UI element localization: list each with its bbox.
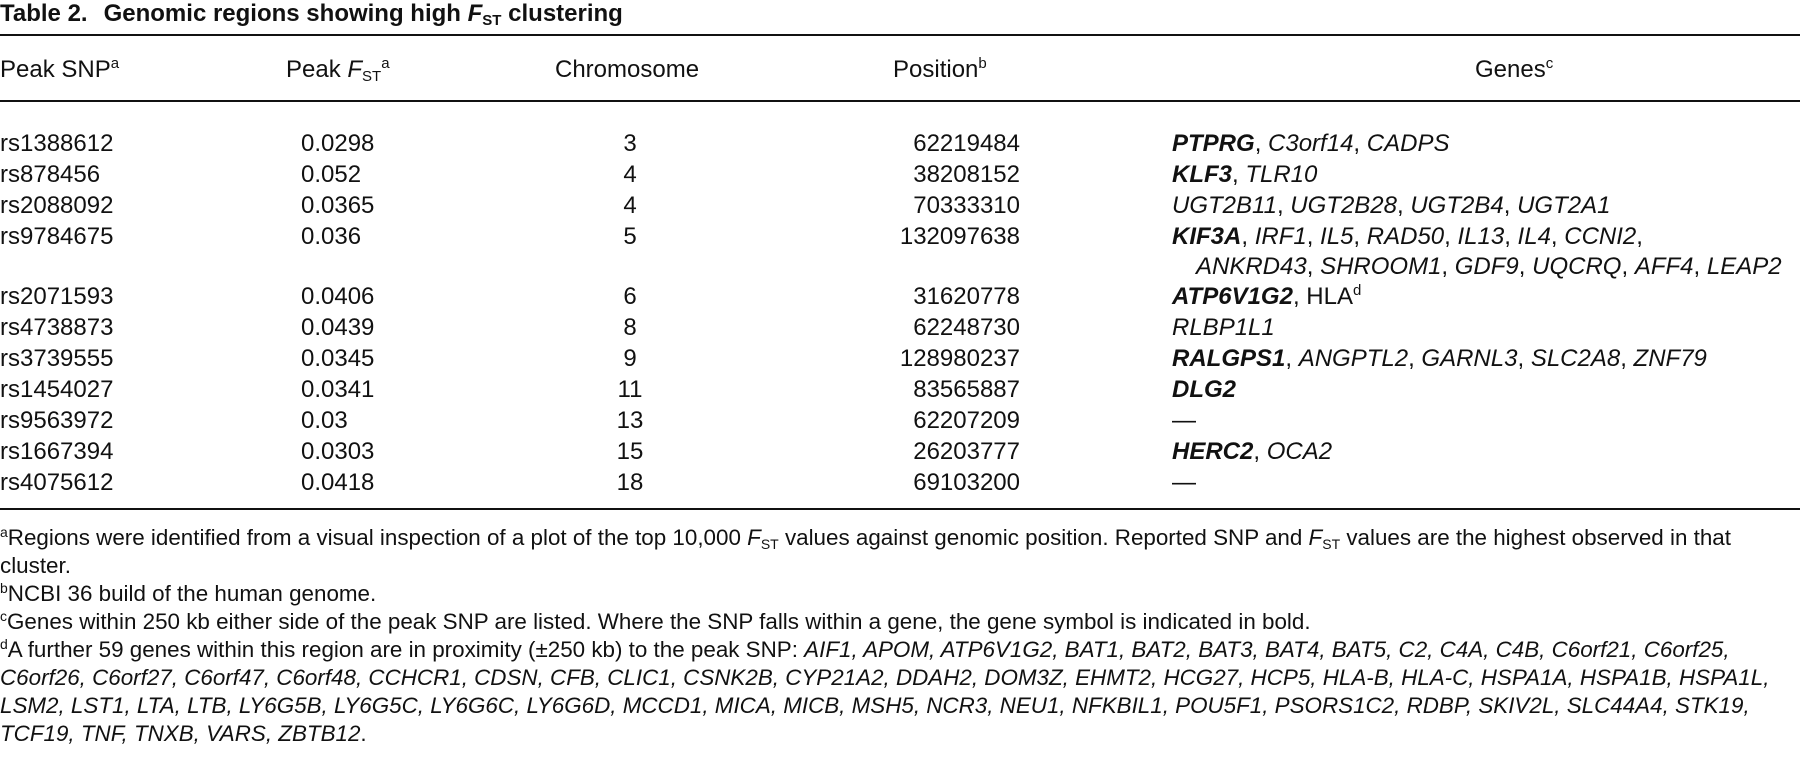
table-label: Table 2.	[0, 0, 88, 27]
header-chromosome: Chromosome	[555, 56, 700, 83]
gene-symbol: SLC2A8	[1530, 345, 1621, 372]
gene-separator: ,	[1306, 223, 1321, 250]
header-position	[893, 55, 987, 85]
gene-symbol: GDF9	[1454, 253, 1519, 280]
gene-separator: ,	[1397, 192, 1411, 219]
cell-peak-fst: 0.0406	[301, 283, 375, 310]
table-row	[0, 221, 1800, 281]
gene-separator: ,	[1306, 253, 1321, 280]
gene-symbol: ANKRD43	[1196, 253, 1307, 280]
footnote-a-f-1: F	[747, 525, 761, 550]
caption-title-prefix: Genomic regions showing high	[103, 0, 468, 27]
cell-genes	[1172, 190, 1800, 221]
gene-symbol: RLBP1L1	[1172, 314, 1275, 341]
cell-peak-snp: rs4738873	[0, 314, 114, 341]
cell-peak-snp: rs1454027	[0, 376, 114, 403]
cell-peak-snp: rs4075612	[0, 469, 114, 496]
header-position-note: b	[978, 55, 987, 72]
gene-symbol: HLA	[1306, 283, 1353, 310]
cell-genes	[1172, 221, 1800, 281]
genes-line	[1172, 376, 1236, 403]
gene-symbol: UQCRQ	[1532, 253, 1622, 280]
gene-separator: ,	[1636, 223, 1643, 250]
cell-genes	[1172, 343, 1800, 374]
header-genes	[1475, 55, 1553, 85]
cell-genes	[1172, 312, 1800, 343]
table-row	[0, 467, 1800, 498]
genes-line	[1172, 438, 1332, 465]
footnote-b-marker: b	[0, 580, 8, 596]
footnote-d-text: A further 59 genes within this region are in proximity (±250 kb) to the peak SNP:	[7, 637, 805, 662]
footnote-c-marker: c	[0, 608, 7, 624]
table-row	[0, 343, 1800, 374]
header-peak-fst-sub: ST	[362, 68, 382, 85]
gene-separator: ,	[1550, 223, 1565, 250]
table-row	[0, 128, 1800, 159]
cell-chromosome: 11	[617, 376, 643, 403]
gene-separator: ,	[1503, 192, 1518, 219]
cell-peak-snp: rs9784675	[0, 223, 114, 250]
cell-chromosome: 6	[623, 283, 637, 310]
header-peak-fst-label: Peak	[286, 56, 348, 83]
genes-line	[1172, 314, 1275, 341]
cell-genes	[1172, 405, 1800, 436]
gene-note-marker: d	[1352, 282, 1362, 299]
gene-separator: ,	[1408, 345, 1422, 372]
gene-symbol: RALGPS1	[1172, 345, 1286, 372]
cell-genes	[1172, 436, 1800, 467]
table-row	[0, 281, 1800, 312]
cell-peak-snp: rs3739555	[0, 345, 114, 372]
genes-line	[1172, 223, 1643, 250]
cell-position: 31620778	[913, 283, 1020, 310]
genes-line	[1172, 130, 1449, 157]
gene-symbol: ATP6V1G2	[1172, 283, 1293, 310]
genes-line	[1172, 407, 1196, 434]
footnote-a-marker: a	[0, 524, 8, 540]
cell-position: 62207209	[913, 407, 1020, 434]
footnote-b-text: NCBI 36 build of the human genome.	[7, 581, 377, 606]
header-peak-snp	[0, 55, 119, 85]
cell-peak-snp: rs2088092	[0, 192, 114, 219]
table-body	[0, 128, 1800, 498]
genes-line	[1172, 161, 1317, 188]
table-row	[0, 374, 1800, 405]
footnotes	[0, 524, 1800, 748]
gene-symbol: ANGPTL2	[1298, 345, 1409, 372]
bottom-rule	[0, 508, 1800, 510]
cell-position: 26203777	[913, 438, 1020, 465]
genes-line	[1172, 345, 1707, 372]
gene-separator: ,	[1254, 130, 1269, 157]
caption-title-f: F	[467, 0, 483, 27]
cell-peak-snp: rs2071593	[0, 283, 114, 310]
gene-separator: ,	[1292, 283, 1307, 310]
gene-symbol: KIF3A	[1172, 223, 1242, 250]
cell-chromosome: 18	[616, 469, 644, 496]
gene-symbol: GARNL3	[1421, 345, 1518, 372]
gene-symbol: SHROOM1	[1320, 253, 1442, 280]
cell-peak-fst: 0.052	[301, 161, 362, 188]
header-rule	[0, 100, 1800, 102]
gene-symbol: AFF4	[1634, 253, 1694, 280]
header-peak-fst	[286, 55, 390, 85]
footnote-b	[0, 580, 1800, 608]
gene-separator: ,	[1285, 345, 1299, 372]
footnote-a-sub-2: ST	[1322, 536, 1341, 552]
top-rule	[0, 34, 1800, 36]
footnote-d-marker: d	[0, 636, 8, 652]
gene-symbol: ZNF79	[1633, 345, 1707, 372]
gene-symbol: IL13	[1457, 223, 1505, 250]
footnote-a-text-1: Regions were identified from a visual inspection of a plot of the top 10,000	[7, 525, 748, 550]
gene-symbol: UGT2B4	[1410, 192, 1504, 219]
cell-peak-snp: rs878456	[0, 161, 101, 188]
footnote-a-text-2: values against genomic position. Reported SNP and	[778, 525, 1309, 550]
footnote-d	[0, 636, 1800, 748]
gene-symbol: KLF3	[1172, 161, 1232, 188]
header-peak-fst-f: F	[347, 56, 363, 83]
cell-chromosome: 5	[623, 223, 637, 250]
cell-peak-fst: 0.0345	[301, 345, 375, 372]
gene-separator: ,	[1276, 192, 1291, 219]
footnote-c	[0, 608, 1800, 636]
gene-separator: ,	[1353, 223, 1367, 250]
cell-genes	[1172, 128, 1800, 159]
cell-peak-snp: rs1667394	[0, 438, 114, 465]
cell-peak-fst: 0.036	[301, 223, 362, 250]
gene-separator: ,	[1620, 345, 1634, 372]
gene-separator: ,	[1504, 223, 1518, 250]
cell-position: 83565887	[913, 376, 1020, 403]
table-caption	[0, 0, 623, 28]
header-peak-snp-note: a	[110, 55, 120, 72]
table-row	[0, 405, 1800, 436]
cell-peak-fst: 0.03	[301, 407, 348, 434]
cell-peak-fst: 0.0298	[301, 130, 375, 157]
cell-position: 132097638	[899, 223, 1020, 250]
cell-chromosome: 9	[623, 345, 637, 372]
gene-separator: ,	[1241, 223, 1255, 250]
cell-peak-fst: 0.0303	[301, 438, 375, 465]
footnote-c-text: Genes within 250 kb either side of the peak SNP are listed. Where the SNP falls within a gene, the gene symbol is indicated in bold.	[7, 609, 1311, 634]
genes-line	[1172, 283, 1361, 310]
header-genes-label: Genes	[1475, 56, 1546, 83]
footnote-d-genes: AIF1, APOM, ATP6V1G2, BAT1, BAT2, BAT3, BAT4, BAT5, C2, C4A, C4B, C6orf21, C6orf25, C6orf26, C6orf27, C6orf47, C6orf48, CCHCR1, CDSN, CFB, CLIC1, CSNK2B, CYP21A2, DDAH2, DOM3Z, EHMT2, HCG27, HCP5, HLA-B, HLA-C, HSPA1A, HSPA1B, HSPA1L, LSM2, LST1, LTA, LTB, LY6G5B, LY6G5C, LY6G6C, LY6G6D, MCCD1, MICA, MICB, MSH5, NCR3, NEU1, NFKBIL1, POU5F1, PSORS1C2, RDBP, SKIV2L, SLC44A4, STK19, TCF19, TNF, TNXB, VARS, ZBTB12	[0, 637, 1770, 746]
header-peak-fst-note: a	[381, 55, 390, 72]
cell-position: 38208152	[913, 161, 1020, 188]
header-position-label: Position	[893, 56, 979, 83]
cell-chromosome: 4	[623, 161, 637, 188]
gene-symbol: HERC2	[1172, 438, 1254, 465]
gene-symbol: IL4	[1517, 223, 1551, 250]
gene-separator: ,	[1232, 161, 1246, 188]
gene-symbol: IRF1	[1254, 223, 1307, 250]
footnote-a-sub-1: ST	[760, 536, 779, 552]
gene-symbol: IL5	[1320, 223, 1354, 250]
gene-symbol: CCNI2	[1564, 223, 1637, 250]
cell-peak-fst: 0.0418	[301, 469, 375, 496]
cell-genes	[1172, 467, 1800, 498]
cell-peak-fst: 0.0341	[301, 376, 375, 403]
table-row	[0, 436, 1800, 467]
genes-line-continued	[1172, 252, 1800, 281]
gene-symbol: OCA2	[1266, 438, 1333, 465]
gene-separator: ,	[1444, 223, 1458, 250]
cell-chromosome: 4	[623, 192, 637, 219]
table-row	[0, 312, 1800, 343]
gene-symbol: CADPS	[1366, 130, 1450, 157]
gene-symbol: UGT2B28	[1290, 192, 1397, 219]
gene-symbol: TLR10	[1245, 161, 1318, 188]
gene-separator: ,	[1693, 253, 1707, 280]
table-row	[0, 190, 1800, 221]
cell-genes	[1172, 281, 1800, 312]
gene-symbol: DLG2	[1172, 376, 1237, 403]
cell-chromosome: 15	[616, 438, 644, 465]
cell-peak-snp: rs1388612	[0, 130, 114, 157]
genes-line	[1172, 192, 1610, 219]
footnote-a-text-3: values are the highest observed in that cluster.	[0, 525, 1731, 578]
gene-symbol: RAD50	[1366, 223, 1445, 250]
cell-peak-fst: 0.0365	[301, 192, 375, 219]
cell-chromosome: 13	[616, 407, 644, 434]
cell-peak-snp: rs9563972	[0, 407, 114, 434]
gene-separator: ,	[1441, 253, 1455, 280]
cell-chromosome: 3	[623, 130, 637, 157]
cell-genes	[1172, 159, 1800, 190]
footnote-d-suffix: .	[360, 721, 367, 746]
gene-symbol: —	[1172, 407, 1196, 434]
cell-chromosome: 8	[623, 314, 637, 341]
cell-genes	[1172, 374, 1800, 405]
cell-position: 69103200	[913, 469, 1020, 496]
cell-position: 70333310	[913, 192, 1020, 219]
header-peak-snp-label: Peak SNP	[0, 56, 111, 83]
gene-separator: ,	[1517, 345, 1531, 372]
gene-separator: ,	[1253, 438, 1267, 465]
cell-position: 128980237	[899, 345, 1020, 372]
gene-symbol: C3orf14	[1268, 130, 1354, 157]
gene-symbol: PTPRG	[1172, 130, 1255, 157]
footnote-a	[0, 524, 1800, 580]
gene-symbol: —	[1172, 469, 1196, 496]
gene-symbol: UGT2A1	[1517, 192, 1611, 219]
cell-position: 62219484	[913, 130, 1020, 157]
table-row	[0, 159, 1800, 190]
caption-title-suffix: clustering	[501, 0, 623, 27]
gene-separator: ,	[1353, 130, 1367, 157]
gene-symbol: UGT2B11	[1172, 192, 1277, 219]
gene-separator: ,	[1621, 253, 1635, 280]
cell-peak-fst: 0.0439	[301, 314, 375, 341]
footnote-a-f-2: F	[1308, 525, 1323, 550]
gene-symbol: LEAP2	[1706, 253, 1782, 280]
header-genes-note: c	[1545, 55, 1554, 72]
genes-line	[1172, 469, 1196, 496]
cell-position: 62248730	[913, 314, 1020, 341]
gene-separator: ,	[1518, 253, 1533, 280]
caption-title-sub: ST	[482, 12, 502, 29]
